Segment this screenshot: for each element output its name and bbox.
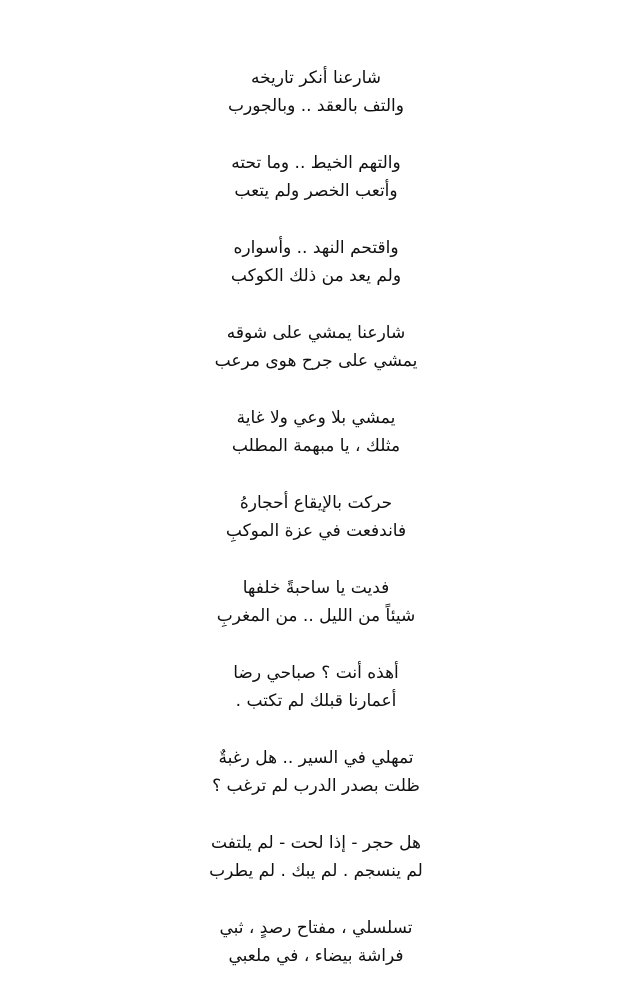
verse-line: ظلت بصدر الدرب لم ترغب ؟ — [212, 776, 420, 796]
verse-line: فاندفعت في عزة الموكبِ — [225, 521, 407, 541]
verse-line: وأتعب الخصر ولم يتعب — [234, 181, 398, 201]
stanza-1 — [196, 64, 436, 120]
stanza-9 — [196, 744, 436, 800]
verse-line: ولم يعد من ذلك الكوكب — [230, 266, 402, 286]
poem-column — [196, 64, 436, 970]
verse-line: فراشة بيضاء ، في ملعبي — [228, 946, 404, 966]
stanza-2 — [196, 149, 436, 205]
stanza-6 — [196, 489, 436, 545]
verse-line: يمشي بلا وعي ولا غاية — [236, 408, 396, 428]
stanza-10 — [196, 829, 436, 885]
verse-line: شارعنا أنكر تاريخه — [250, 68, 382, 88]
verse-line: أعمارنا قبلك لم تكتب . — [235, 691, 397, 711]
verse-line: والتف بالعقد .. وبالجورب — [228, 96, 404, 116]
stanza-4 — [196, 319, 436, 375]
verse-line: فديت يا ساحبةً خلفها — [242, 578, 390, 598]
verse-line: أهذه أنت ؟ صباحي رضا — [233, 663, 399, 683]
verse-line: هل حجر - إذا لحت - لم يلتفت — [211, 833, 421, 853]
verse-line: تمهلي في السير .. هل رغبةٌ — [218, 748, 414, 768]
verse-line: شيئاً من الليل .. من المغربِ — [216, 606, 416, 626]
verse-line: مثلك ، يا مبهمة المطلب — [231, 436, 401, 456]
verse-line: شارعنا يمشي على شوقه — [226, 323, 406, 343]
verse-line: يمشي على جرح هوى مرعب — [214, 351, 418, 371]
stanza-3 — [196, 234, 436, 290]
stanza-11 — [196, 914, 436, 970]
verse-line: والتهم الخيط .. وما تحته — [231, 153, 401, 173]
verse-line: واقتحم النهد .. وأسواره — [233, 238, 399, 258]
poem — [0, 64, 638, 999]
stanza-5 — [196, 404, 436, 460]
stanza-8 — [196, 659, 436, 715]
verse-line: تسلسلي ، مفتاح رصدٍ ، ثبي — [219, 918, 413, 938]
verse-line: لم ينسجم . لم يبك . لم يطرب — [209, 861, 423, 881]
verse-line: حركت بالإيقاع أحجارهُ — [239, 493, 393, 513]
stanza-7 — [196, 574, 436, 630]
